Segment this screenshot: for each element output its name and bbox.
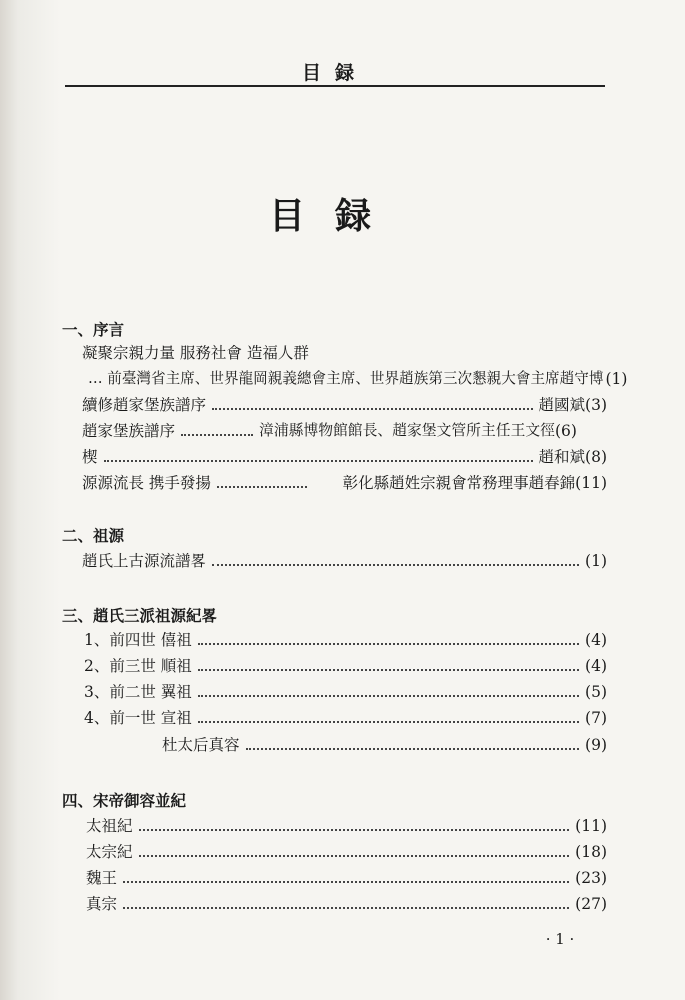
toc-entry-page: (8) <box>585 448 607 466</box>
leader-dots <box>217 485 307 488</box>
toc-entry-page: (9) <box>585 736 607 754</box>
toc-entry-page: (18) <box>575 843 607 861</box>
toc-entry-title: 2、前三世 順祖 <box>84 657 192 675</box>
toc-entry-page: (7) <box>585 709 607 727</box>
leader-dots <box>212 407 533 410</box>
toc-entry-title: 1、前四世 僖祖 <box>84 631 192 649</box>
toc-entry-page: (23) <box>575 869 607 887</box>
toc-entry-page: (3) <box>585 396 607 414</box>
toc-entry-page: (1) <box>585 552 607 570</box>
header-rule <box>65 85 605 87</box>
toc-entry <box>88 367 628 391</box>
section-heading: 二、祖源 <box>62 527 125 545</box>
toc-entry-title: 太祖紀 <box>86 817 133 835</box>
section-heading: 一、序言 <box>62 321 125 339</box>
leader-dots <box>104 459 533 462</box>
toc-entry <box>86 840 607 864</box>
toc-entry <box>82 393 607 417</box>
running-header: 目録 <box>301 62 368 84</box>
toc-entry-title: 凝聚宗親力量 服務社會 造福人群 <box>82 344 309 362</box>
toc-entry-title: 杜太后真容 <box>162 736 240 754</box>
toc-entry-title: 續修趙家堡族譜序 <box>82 396 207 414</box>
toc-entry-page: (5) <box>585 683 607 701</box>
leader-dots <box>198 642 579 645</box>
toc-entry-title: 楔 <box>82 448 98 466</box>
toc-entry <box>86 814 607 838</box>
leader-dots <box>139 828 570 831</box>
toc-entry <box>82 549 607 573</box>
toc-entry-author: 趙國斌 <box>538 396 586 414</box>
toc-entry-page: (4) <box>585 631 607 649</box>
section-heading: 四、宋帝御容並紀 <box>62 792 187 810</box>
toc-entry <box>86 892 607 916</box>
toc-entry <box>86 866 607 890</box>
leader-dots <box>123 880 569 883</box>
page-number: · 1 · <box>545 930 575 948</box>
toc-entry-page: (11) <box>575 817 607 835</box>
leader-dots <box>139 854 570 857</box>
toc-entry <box>84 706 607 730</box>
toc-entry-author: 漳浦縣博物館館長、趙家堡文管所主任王文徑 <box>259 422 555 439</box>
page-title: 目録 <box>268 196 401 237</box>
toc-entry-author: 趙和斌 <box>538 448 586 466</box>
toc-entry <box>82 471 607 495</box>
toc-entry <box>82 445 607 469</box>
leader-dots <box>212 563 579 566</box>
toc-entry-author: 彰化縣趙姓宗親會常務理事趙春錦 <box>342 474 576 492</box>
toc-entry-page: (6) <box>554 422 577 440</box>
toc-entry-title: 趙家堡族譜序 <box>82 422 176 440</box>
leader-dots <box>246 747 580 750</box>
toc-entry <box>84 628 607 652</box>
toc-entry-title: 4、前一世 宣祖 <box>84 709 192 727</box>
toc-entry <box>82 419 607 443</box>
toc-entry-page: (11) <box>575 474 607 492</box>
leader-dots <box>198 720 579 723</box>
toc-entry-title: 3、前二世 翼祖 <box>84 683 192 701</box>
toc-entry-page: (4) <box>585 657 607 675</box>
leader-dots <box>198 694 579 697</box>
toc-entry-title: … 前臺灣省主席、世界龍岡親義總會主席、世界趙族第三次懇親大會主席趙守博 <box>88 370 604 387</box>
toc-entry <box>84 654 607 678</box>
toc-entry <box>162 733 607 757</box>
toc-entry-title: 魏王 <box>86 869 118 887</box>
section-heading: 三、趙氏三派祖源紀畧 <box>62 607 218 625</box>
toc-entry-page: (27) <box>575 895 607 913</box>
toc-entry-title: 源源流長 携手發揚 <box>82 474 211 492</box>
toc-entry-title: 真宗 <box>86 895 118 913</box>
leader-dots <box>198 668 579 671</box>
leader-dots <box>181 433 253 436</box>
toc-entry-title: 趙氏上古源流譜畧 <box>82 552 207 570</box>
toc-entry-title: 太宗紀 <box>86 843 133 861</box>
leader-dots <box>123 906 569 909</box>
toc-entry-page: (1) <box>605 370 628 388</box>
toc-entry <box>84 680 607 704</box>
